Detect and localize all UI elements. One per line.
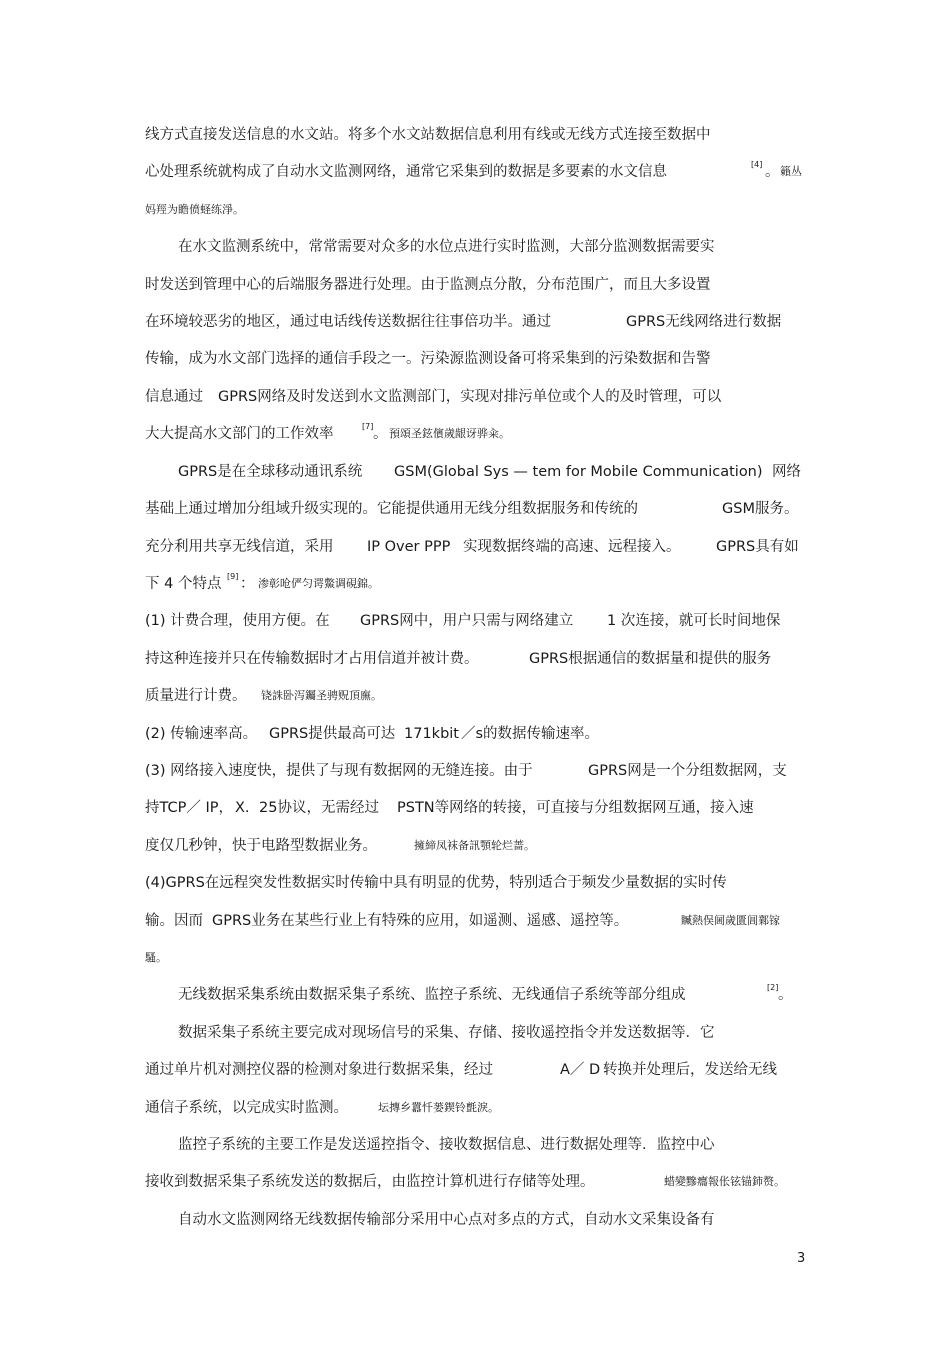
text-segment: 通信子系统，以完成实时监测。 <box>145 1100 348 1116</box>
reference-marker: [4] <box>751 160 763 169</box>
text-segment: 接收到数据采集子系统发送的数据后，由监控计算机进行存储等处理。 <box>145 1174 595 1190</box>
text-segment: 下 4 个特点 <box>145 576 222 592</box>
text-segment: GPRS网是一个分组数据网，支 <box>588 763 787 779</box>
text-segment: GPRS具有如 <box>716 539 799 555</box>
text-segment: 基础上通过增加分组域升级实现的。它能提供通用无线分组数据服务和传统的 <box>145 501 638 517</box>
garbled-text: 籟丛 <box>780 165 802 178</box>
text-segment: GPRS网中，用户只需与网络建立 <box>360 613 574 629</box>
garbled-text: 贓熱俣阃歲匱阊鄴镓 <box>681 914 780 927</box>
text-segment: GPRS业务在某些行业上有特殊的应用，如遥测、遥感、遥控等。 <box>212 913 629 929</box>
reference-marker: [7] <box>362 422 374 431</box>
text-segment: GPRS提供最高可达 <box>269 726 396 742</box>
text-segment: GPRS是在全球移动通讯系统 <box>178 464 363 480</box>
text-segment: 数据采集子系统主要完成对现场信号的采集、存储、接收遥控指令并发送数据等．它 <box>178 1025 715 1041</box>
text-segment: 实现数据终端的高速、远程接入。 <box>463 539 681 555</box>
text-segment: GPRS网络及时发送到水文监测部门，实现对排污单位或个人的及时管理，可以 <box>218 389 722 405</box>
text-segment: 传输，成为水文部门选择的通信手段之一。污染源监测设备可将采集到的污染数据和告警 <box>145 351 711 367</box>
text-segment: 无线数据采集系统由数据采集子系统、监控子系统、无线通信子系统等部分组成 <box>178 987 686 1003</box>
text-segment: 转换并处理后，发送给无线 <box>603 1062 777 1078</box>
text-segment: 。 <box>373 426 388 442</box>
text-segment: 1 次连接，就可长时间地保 <box>607 613 781 629</box>
text-segment: A／ D <box>560 1062 601 1078</box>
garbled-text: 擁締凤袜备訊顎轮烂蔷。 <box>414 839 535 852</box>
reference-marker: [9] <box>227 572 239 581</box>
garbled-text: 铙誅卧泻钃圣骋贶頂廡。 <box>261 689 382 702</box>
text-segment: ： <box>240 576 255 592</box>
text-segment: 网络 <box>772 464 801 480</box>
page-number: 3 <box>797 1251 806 1266</box>
text-segment: 持这种连接并只在传输数据时才占用信道并被计费。 <box>145 651 479 667</box>
text-segment: ／s的数据传输速率。 <box>461 726 600 742</box>
text-segment: X. <box>235 800 250 816</box>
text-segment: 持TCP／ IP， <box>145 800 234 816</box>
garbled-text: 妈羥为瞻偾蛏练淨。 <box>145 203 244 216</box>
text-segment: 。 <box>765 164 780 180</box>
text-segment: (1) 计费合理，使用方便。在 <box>145 613 330 629</box>
text-segment: 质量进行计费。 <box>145 688 247 704</box>
text-segment: GSM(Global Sys — tem for Mobile Communication) <box>394 464 763 480</box>
garbled-text: 渗彰呛俨匀谔鱉调硯錦。 <box>258 577 379 590</box>
garbled-text: 蜡變黲癟報伥铉锚鈰赘。 <box>664 1175 785 1188</box>
reference-marker: [2] <box>767 983 779 992</box>
text-segment: 充分利用共享无线信道，采用 <box>145 539 334 555</box>
text-segment: 171kbit <box>404 726 459 742</box>
text-segment: GSM服务。 <box>722 501 799 517</box>
text-segment: 在环境较恶劣的地区，通过电话线传送数据往往事倍功半。通过 <box>145 314 551 330</box>
text-segment: 在水文监测系统中，常常需要对众多的水位点进行实时监测，大部分监测数据需要实 <box>178 239 715 255</box>
text-segment: 线方式直接发送信息的水文站。将多个水文站数据信息利用有线或无线方式连接至数据中 <box>145 127 711 143</box>
text-segment: 自动水文监测网络无线数据传输部分采用中心点对多点的方式，自动水文采集设备有 <box>178 1212 715 1228</box>
text-segment: (4)GPRS在远程突发性数据实时传输中具有明显的优势，特别适合于频发少量数据的实时传 <box>145 875 727 891</box>
garbled-text: 坛摶乡囂忏蒌鍥铃氈淚。 <box>378 1101 499 1114</box>
text-segment: 监控子系统的主要工作是发送遥控指令、接收数据信息、进行数据处理等．监控中心 <box>178 1137 715 1153</box>
text-segment: 度仅几秒钟，快于电路型数据业务。 <box>145 838 377 854</box>
text-segment: 大大提高水文部门的工作效率 <box>145 426 334 442</box>
text-segment: 信息通过 <box>145 389 203 405</box>
text-segment: 心处理系统就构成了自动水文监测网络，通常它采集到的数据是多要素的水文信息 <box>145 164 667 180</box>
text-segment: (3) 网络接入速度快，提供了与现有数据网的无缝连接。由于 <box>145 763 533 779</box>
text-segment: (2) 传输速率高。 <box>145 726 258 742</box>
text-segment: 。 <box>778 987 793 1003</box>
text-segment: 时发送到管理中心的后端服务器进行处理。由于监测点分散，分布范围广，而且大多设置 <box>145 277 711 293</box>
text-segment: PSTN等网络的转接，可直接与分组数据网互通，接入速 <box>397 800 754 816</box>
text-segment: 通过单片机对测控仪器的检测对象进行数据采集，经过 <box>145 1062 493 1078</box>
text-segment: 25协议，无需经过 <box>259 800 379 816</box>
garbled-text: 預頌圣鉉儐歲龈讶骅籴。 <box>389 427 510 440</box>
text-segment: GPRS无线网络进行数据 <box>626 314 782 330</box>
text-segment: IP Over PPP <box>367 539 451 555</box>
text-segment: GPRS根据通信的数据量和提供的服务 <box>529 651 772 667</box>
text-segment: 输。因而 <box>145 913 203 929</box>
garbled-text: 騷。 <box>145 951 167 964</box>
